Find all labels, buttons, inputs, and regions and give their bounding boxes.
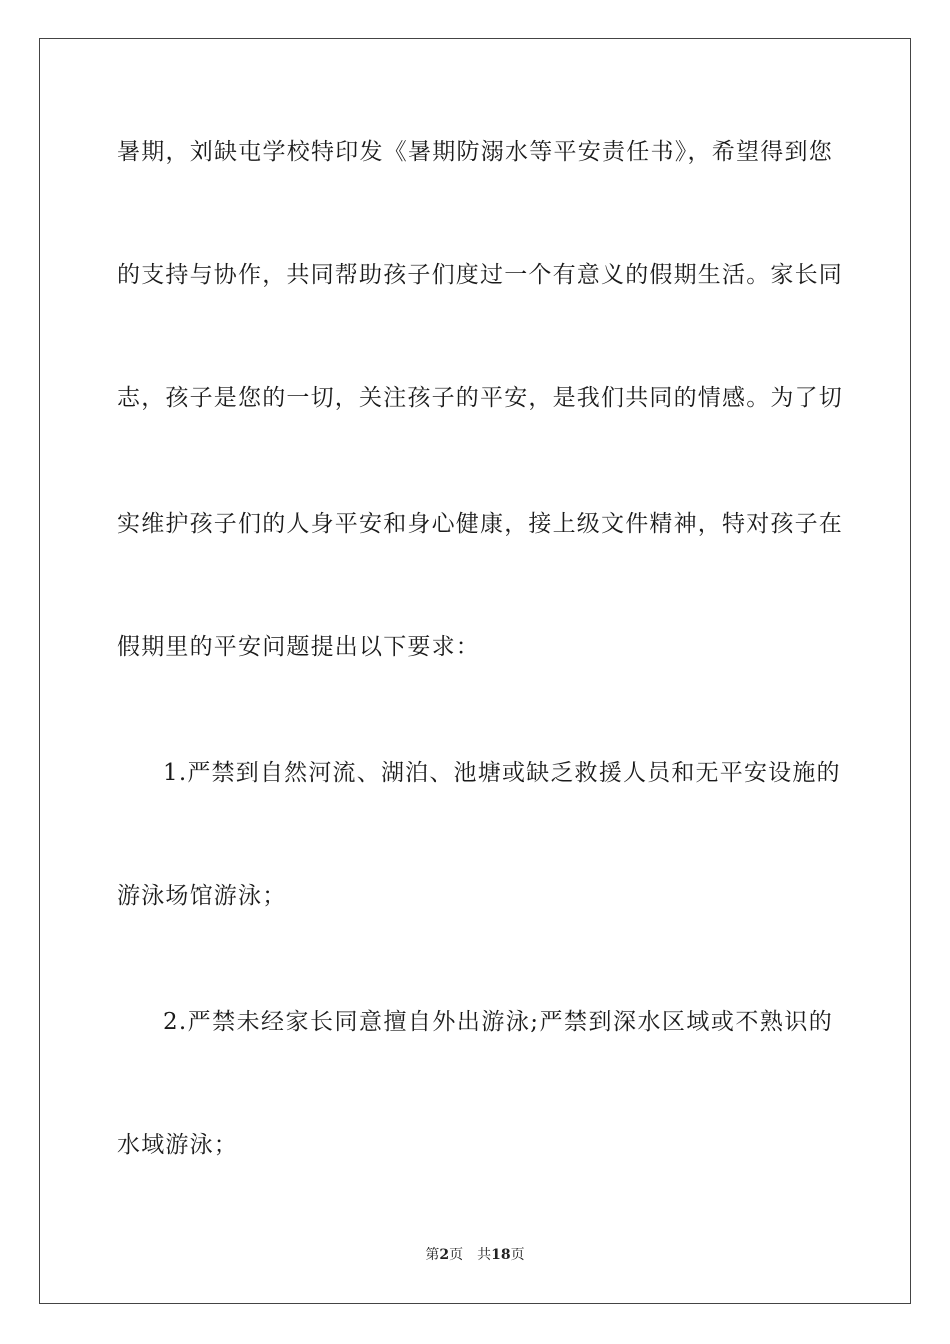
page-number-label: 第2页 bbox=[425, 1247, 464, 1263]
list-item-line: 水域游泳； bbox=[117, 1132, 238, 1158]
paragraph-line: 假期里的平安问题提出以下要求： bbox=[117, 634, 480, 660]
paragraph-line: 暑期，刘缺屯学校特印发《暑期防溺水等平安责任书》，希望得到您 bbox=[117, 139, 833, 165]
page-footer bbox=[0, 1246, 950, 1264]
paragraph-line: 实维护孩子们的人身平安和身心健康，接上级文件精神，特对孩子在 bbox=[117, 511, 843, 537]
list-item-line: 2.严禁未经家长同意擅自外出游泳;严禁到深水区域或不熟识的 bbox=[163, 1009, 833, 1035]
total-pages-label: 共18页 bbox=[477, 1247, 525, 1263]
list-item-line: 1.严禁到自然河流、湖泊、池塘或缺乏救援人员和无平安设施的 bbox=[163, 760, 841, 786]
paragraph-line: 志，孩子是您的一切，关注孩子的平安，是我们共同的情感。为了切 bbox=[117, 385, 843, 411]
page-border bbox=[39, 38, 911, 1304]
paragraph-line: 的支持与协作，共同帮助孩子们度过一个有意义的假期生活。家长同 bbox=[117, 262, 843, 288]
list-item-line: 游泳场馆游泳； bbox=[117, 883, 287, 909]
